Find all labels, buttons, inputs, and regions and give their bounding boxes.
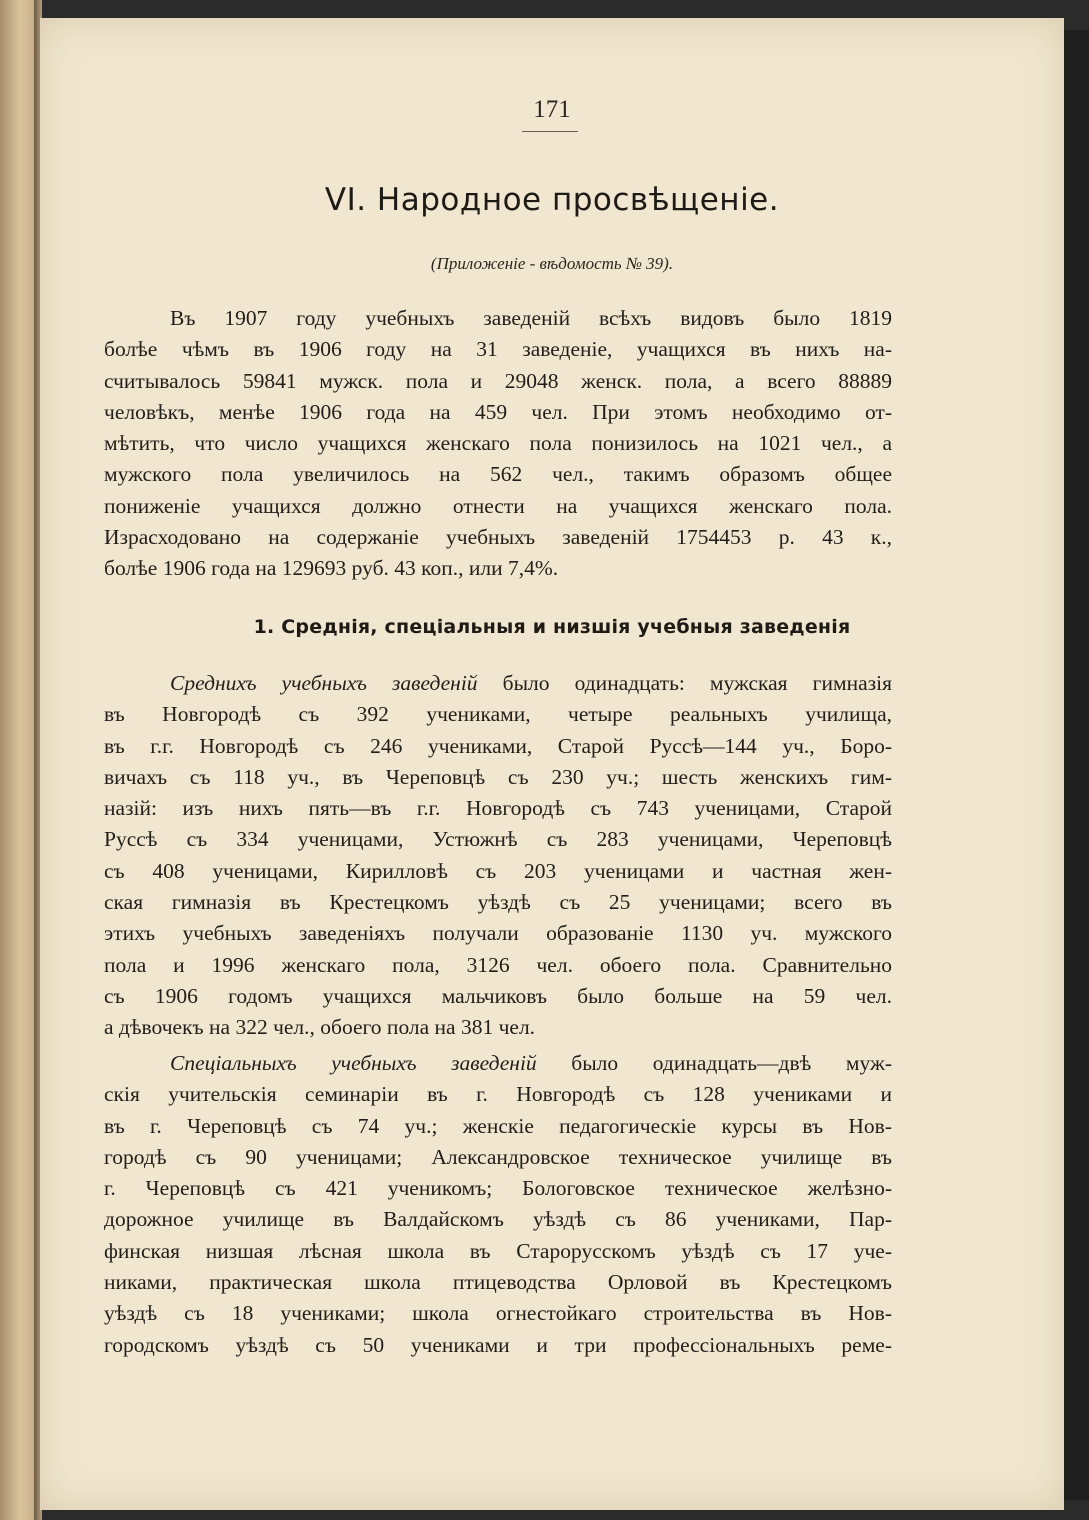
text-line: мужского пола увеличилось на 562 чел., такимъ образомъ общее [104,462,892,487]
intro-paragraph [104,303,892,585]
text-line [104,1048,892,1079]
text-line: назій: изъ нихъ пять—въ г.г. Новгородѣ съ 743 ученицами, Старой [104,796,892,821]
text-line: болѣе чѣмъ въ 1906 году на 31 заведеніе, учащихся въ нихъ на- [104,337,892,362]
text-line: Израсходовано на содержаніе учебныхъ заведеній 1754453 р. 43 к., [104,525,892,550]
text-line: этихъ учебныхъ заведеніяхъ получали образованіе 1130 уч. мужского [104,921,892,946]
text-line: Въ 1907 году учебныхъ заведеній всѣхъ видовъ было 1819 [170,306,892,330]
text-line: пониженіе учащихся должно отнести на учащихся женскаго пола. [104,493,892,518]
text-line: въ Новгородѣ съ 392 учениками, четыре реальныхъ училища, [104,702,892,727]
text-line [104,668,892,699]
italic-lead: Среднихъ учебныхъ заведеній [170,671,478,695]
text-line: Руссѣ съ 334 ученицами, Устюжнѣ съ 283 ученицами, Череповцѣ [104,827,892,852]
page-number-rule [522,131,578,134]
left-page-edge [0,0,36,1520]
text-line: уѣздѣ съ 18 учениками; школа огнестойкаго строительства въ Нов- [104,1301,892,1326]
text-line: скія учительскія семинаріи въ г. Новгородѣ съ 128 учениками и [104,1082,892,1107]
chapter-title: VI. Народное просвѣщеніе. [324,182,780,218]
text-line: съ 1906 годомъ учащихся мальчиковъ было больше на 59 чел. [104,983,892,1008]
italic-lead: Спеціальныхъ учебныхъ заведеній [170,1051,537,1075]
text-run: было одинадцать: мужская гимназія [477,671,892,695]
scan-background [1064,30,1089,1500]
text-line: ская гимназія въ Крестецкомъ уѣздѣ съ 25 ученицами; всего въ [104,890,892,915]
text-line: мѣтить, что число учащихся женскаго пола понизилось на 1021 чел., а [104,431,892,456]
secondary-schools-paragraph [104,668,892,1044]
text-line: человѣкъ, менѣе 1906 года на 459 чел. При этомъ необходимо от- [104,399,892,424]
text-line: въ г. Череповцѣ съ 74 уч.; женскіе педагогическіе курсы въ Нов- [104,1113,892,1138]
text-line: съ 408 ученицами, Кирилловѣ съ 203 ученицами и частная жен- [104,858,892,883]
text-line: городскомъ уѣздѣ съ 50 учениками и три профессіональныхъ реме- [104,1332,892,1357]
text-line: болѣе 1906 года на 129693 руб. 43 коп., или 7,4%. [104,556,559,581]
special-schools-paragraph [104,1048,892,1361]
text-line: пола и 1996 женскаго пола, 3126 чел. обоего пола. Сравнительно [104,952,892,977]
text-line: финская низшая лѣсная школа въ Старорусскомъ уѣздѣ съ 17 уче- [104,1238,892,1263]
book-page [40,18,1064,1510]
text-line: г. Череповцѣ съ 421 ученикомъ; Бологовское техническое желѣзно- [104,1176,892,1201]
text-line: городѣ съ 90 ученицами; Александровское техническое училище въ [104,1144,892,1169]
page-number: 171 [533,96,571,123]
text-run: было одинадцать—двѣ муж- [536,1051,892,1075]
text-line: въ г.г. Новгородѣ съ 246 учениками, Старой Руссѣ—144 уч., Боро- [104,733,892,758]
text-line: вичахъ съ 118 уч., въ Череповцѣ съ 230 уч.; шесть женскихъ гим- [104,764,892,789]
chapter-subtitle: (Приложеніе - вѣдомость № 39). [430,254,674,273]
text-line: никами, практическая школа птицеводства Орловой въ Крестецкомъ [104,1270,892,1295]
section-heading: 1. Среднія, спеціальныя и низшія учебныя заведенія [253,616,851,638]
text-line: считывалось 59841 мужск. пола и 29048 женск. пола, а всего 88889 [104,368,892,393]
text-line: а дѣвочекъ на 322 чел., обоего пола на 381 чел. [104,1015,536,1040]
text-line: дорожное училище въ Валдайскомъ уѣздѣ съ 86 учениками, Пар- [104,1207,892,1232]
